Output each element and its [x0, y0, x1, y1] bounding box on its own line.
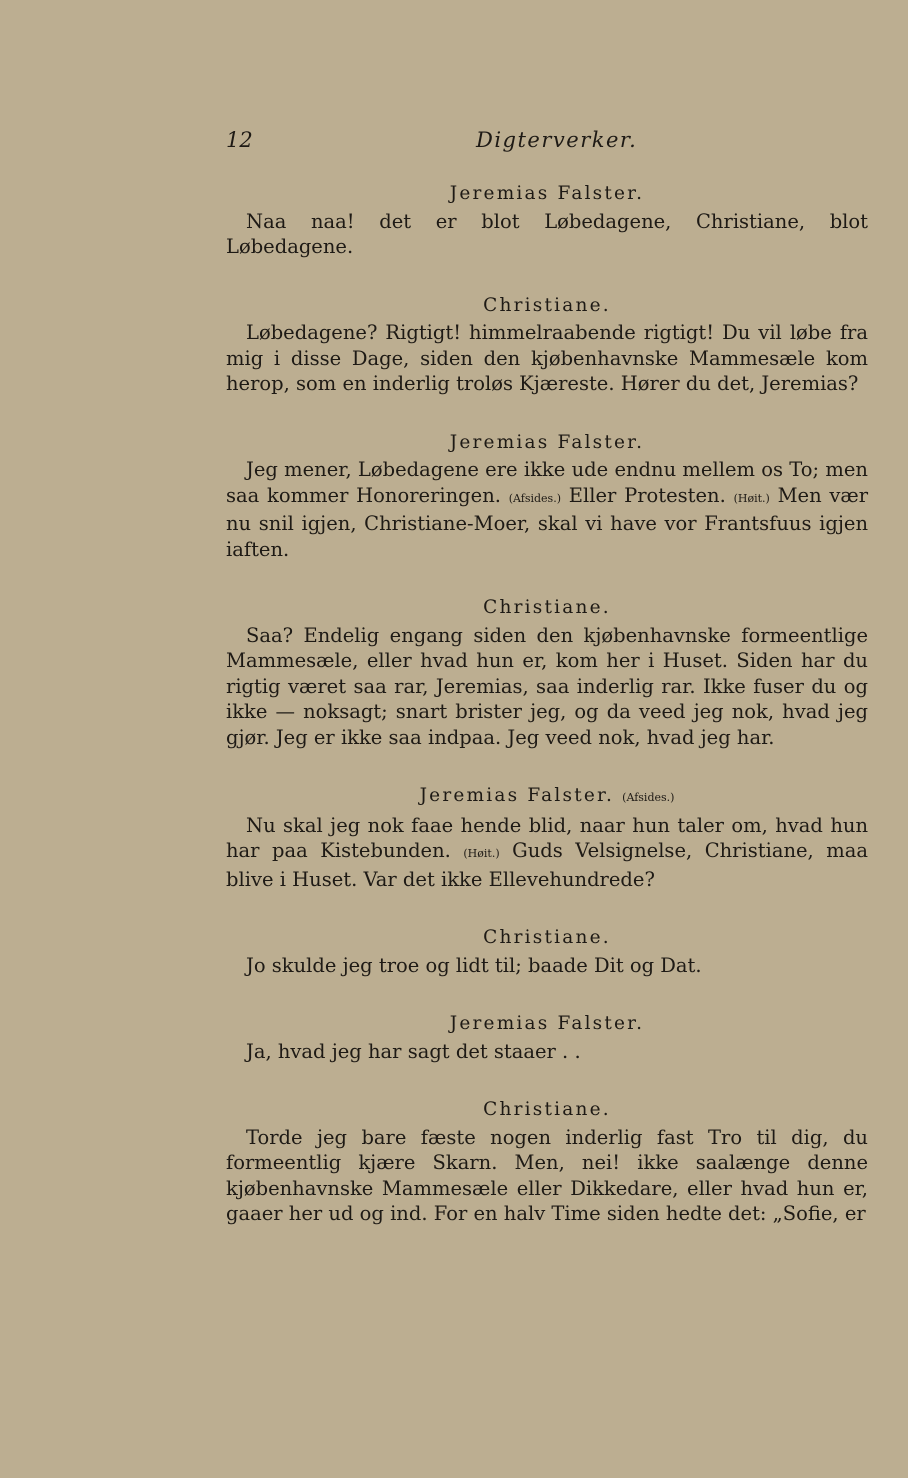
speech-text: Nu skal jeg nok faae hende blid, naar hun taler om, hvad hun har paa Kistebunden.	[226, 813, 868, 862]
stage-direction: (Afsides.)	[508, 491, 561, 505]
stage-direction: (Høit.)	[733, 491, 770, 505]
page-header	[226, 128, 866, 158]
speech-paragraph	[226, 1039, 868, 1065]
speech-paragraph	[226, 623, 868, 751]
speaker-name: Christiane.	[483, 1099, 611, 1120]
speaker-name: Jeremias Falster.	[419, 785, 615, 806]
running-title: Digterverker.	[476, 128, 638, 152]
speaker-name: Jeremias Falster.	[449, 431, 645, 453]
speech-text: Ja, hvad jeg har sagt det staaer . .	[246, 1039, 581, 1063]
speech-text: Men vær nu snil igjen, Christiane-Moer, skal vi have vor Frantsfuus igjen iaften.	[226, 483, 869, 561]
speaker-name: Jeremias Falster.	[449, 1013, 645, 1034]
speech-text: Jeg mener, Løbedagene ere ikke ude endnu mellem os To; men saa kommer Honoreringen.	[226, 458, 868, 507]
speaker-line	[226, 783, 868, 811]
speech-text: Saa? Endelig engang siden den kjøbenhavnske formeentlige Mammesæle, eller hvad hun er, kom her i Huset. Siden har du rigtig været saa rar, Jeremias, saa inderlig rar. Ikke fuser du og ikke — noksagt; snart brister jeg, og da veed jeg nok, hvad jeg gjør. Jeg er ikke saa indpaa. Jeg veed nok, hvad jeg har.	[226, 623, 868, 749]
speech-text: Torde jeg bare fæste nogen inderlig fast Tro til dig, du formeentlig kjære Skarn. Men, nei! ikke saalænge denne kjøbenhavnske Mammesæle eller Dikkedare, eller hvad hun er, gaaer her ud og ind. For en halv Time siden hedte det: „Sofie, er	[226, 1125, 868, 1225]
speech-text: Naa naa! det er blot Løbedagene, Christiane, blot Løbedagene.	[226, 209, 868, 258]
speaker-name: Jeremias Falster.	[449, 183, 645, 204]
speech-text: Eller Protesten.	[568, 483, 726, 507]
speaker-name: Christiane.	[483, 927, 611, 948]
speech-paragraph	[226, 320, 868, 397]
speech-paragraph	[226, 457, 868, 562]
speaker-name: Christiane.	[483, 597, 611, 618]
stage-direction: (Høit.)	[463, 847, 500, 860]
page-number: 12	[226, 128, 253, 152]
speech-text: Løbedagene? Rigtigt! himmelraabende rigtigt! Du vil løbe fra mig i disse Dage, siden den kjøbenhavnske Mammesæle kom herop, som en inderlig troløs Kjæreste. Hører du det, Jeremias?	[226, 321, 868, 395]
speech-text: Guds Velsignelse, Christiane, maa blive i Huset. Var det ikke Ellevehundrede?	[226, 839, 869, 891]
speech-paragraph	[226, 813, 868, 893]
speech-paragraph	[226, 209, 868, 260]
stage-direction: (Afsides.)	[622, 791, 675, 804]
speech-paragraph	[226, 953, 868, 979]
speaker-name: Christiane.	[483, 294, 611, 316]
dialogue-text	[226, 181, 868, 1227]
speech-paragraph	[226, 1125, 868, 1227]
speech-text: Jo skulde jeg troe og lidt til; baade Dit og Dat.	[246, 953, 702, 977]
